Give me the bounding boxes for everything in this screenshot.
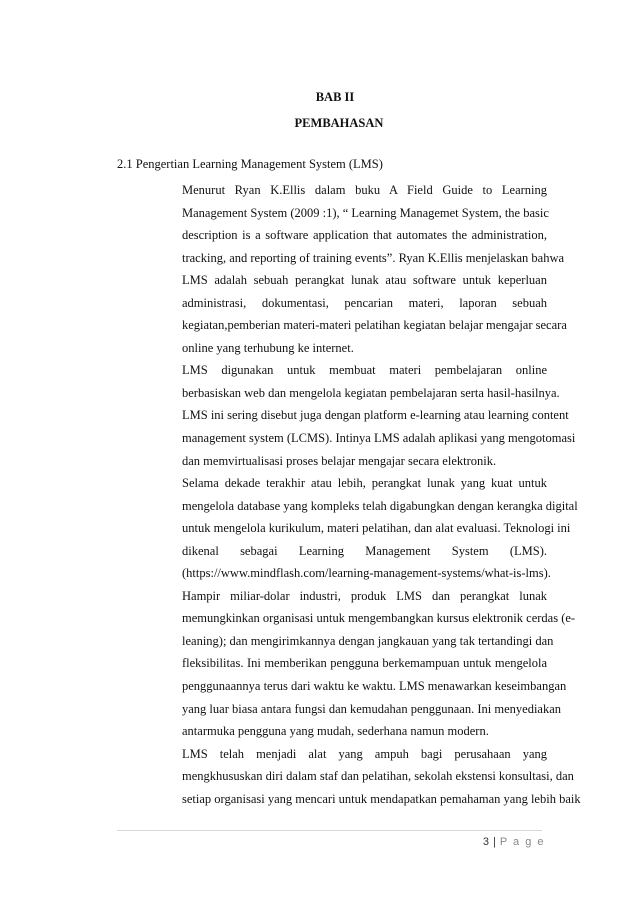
text-line: (https://www.mindflash.com/learning-management-systems/what-is-lms).	[182, 566, 551, 581]
text-line: LMS digunakan untuk membuat materi pembelajaran online	[182, 363, 547, 378]
text-line: Hampir miliar-dolar industri, produk LMS dan perangkat lunak	[182, 588, 547, 603]
text-line: setiap organisasi yang mencari untuk mendapatkan pemahaman yang lebih baik	[182, 791, 581, 806]
body-text	[141, 179, 581, 810]
text-line: administrasi, dokumentasi, pencarian materi, laporan sebuah	[182, 295, 547, 310]
paragraph	[141, 472, 578, 585]
text-line: dan memvirtualisasi proses belajar mengajar secara elektronik.	[182, 453, 497, 468]
text-line: dikenal sebagai Learning Management System (LMS).	[182, 543, 547, 558]
text-line: LMS telah menjadi alat yang ampuh bagi perusahaan yang	[182, 746, 547, 761]
chapter-title: PEMBAHASAN	[294, 116, 384, 130]
text-line: penggunaannya terus dari waktu ke waktu. LMS menawarkan keseimbangan	[182, 679, 567, 694]
text-line: LMS adalah sebuah perangkat lunak atau software untuk keperluan	[182, 273, 547, 288]
page-footer	[0, 836, 545, 848]
text-line: tracking, and reporting of training events”. Ryan K.Ellis menjelaskan bahwa	[182, 250, 565, 265]
page-number: 3	[482, 836, 489, 848]
paragraph	[141, 359, 576, 472]
text-line: untuk mengelola kurikulum, materi pelatihan, dan alat evaluasi. Teknologi ini	[182, 521, 571, 536]
text-line: kegiatan,pemberian materi-materi pelatihan kegiatan belajar mengajar secara	[182, 318, 567, 333]
text-line: leaning); dan mengirimkannya dengan jangkauan yang tak tertandingi dan	[182, 633, 554, 648]
text-line: description is a software application that automates the administration,	[182, 228, 547, 243]
text-line: Management System (2009 :1), “ Learning Managemet System, the basic	[182, 205, 549, 220]
section-heading: 2.1 Pengertian Learning Management System (LMS)	[117, 157, 383, 171]
text-line: mengkhususkan diri dalam staf dan pelatihan, sekolah ekstensi konsultasi, dan	[182, 769, 574, 784]
text-line: fleksibilitas. Ini memberikan pengguna berkemampuan untuk mengelola	[182, 656, 547, 671]
text-line: online yang terhubung ke internet.	[182, 340, 354, 355]
text-line: berbasiskan web dan mengelola kegiatan pembelajaran serta hasil-hasilnya.	[182, 385, 560, 400]
text-line: management system (LCMS). Intinya LMS adalah aplikasi yang mengotomasi	[182, 431, 576, 446]
text-line: mengelola database yang kompleks telah digabungkan dengan kerangka digital	[182, 498, 578, 513]
footer-divider	[117, 830, 542, 831]
text-line: antarmuka pengguna yang mudah, sederhana namun modern.	[182, 724, 489, 739]
text-line: Menurut Ryan K.Ellis dalam buku A Field Guide to Learning	[182, 183, 547, 197]
chapter-number: BAB II	[315, 90, 355, 104]
footer-separator: |	[492, 836, 496, 848]
text-line: yang luar biasa antara fungsi dan kemudahan penggunaan. Ini menyediakan	[182, 701, 562, 716]
paragraph	[141, 743, 581, 811]
text-line: Selama dekade terakhir atau lebih, perangkat lunak yang kuat untuk	[182, 476, 547, 491]
text-line: memungkinkan organisasi untuk mengembangkan kursus elektronik cerdas (e-	[182, 611, 576, 626]
paragraph	[141, 179, 567, 359]
paragraph	[141, 585, 576, 743]
text-line: LMS ini sering disebut juga dengan platform e-learning atau learning content	[182, 408, 569, 423]
page-label: P a g e	[499, 836, 545, 848]
